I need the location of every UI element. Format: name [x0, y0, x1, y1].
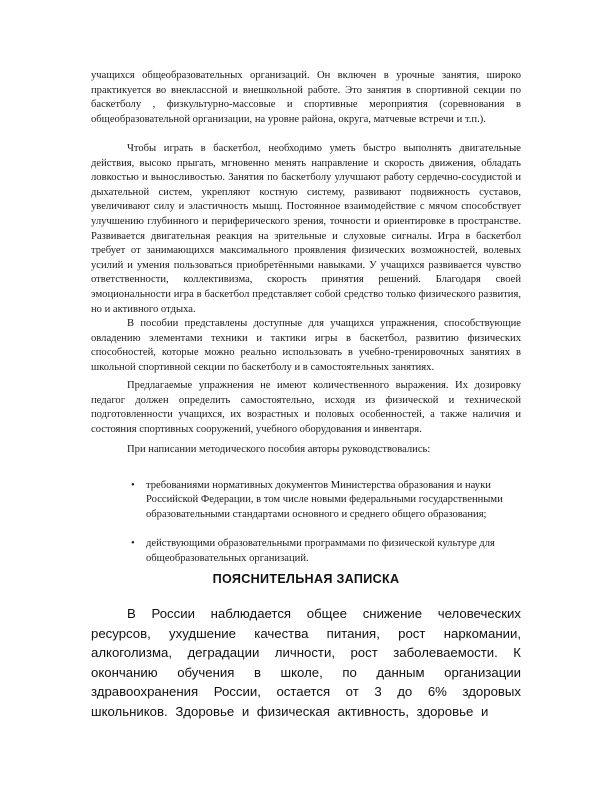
- paragraph-manual-contents: [91, 317, 521, 375]
- section-heading: ПОЯСНИТЕЛЬНАЯ ЗАПИСКА: [212, 572, 400, 586]
- paragraph-intro-continuation: [91, 69, 521, 127]
- paragraph-guidelines-intro: [91, 443, 521, 458]
- paragraph-basketball-skills: [91, 142, 521, 317]
- paragraph-explanatory-note: [91, 604, 521, 722]
- list-item-text: действующими образовательными программами по физической культуре для общеобразовательных организаций.: [146, 538, 495, 564]
- paragraph-exercise-dosage: [91, 379, 521, 437]
- list-item: [91, 479, 521, 523]
- paragraph-text: учащихся общеобразовательных организаций. Он включен в урочные занятия, широко практикуется во внеклассной и внешкольной работе. Это занятия в спортивной секции по баскетболу , физкультурно-массовые и спортивные мероприятия (соревнования в общеобразовательной организации, на уровне района, округа, матчевые встречи и т.п.).: [91, 70, 521, 125]
- bullet-marker: •: [131, 479, 135, 491]
- bullet-marker: •: [131, 538, 135, 550]
- paragraph-text: В пособии представлены доступные для учащихся упражнения, способствующие овладению элементами техники и тактики игры в баскетбол, развитию физических способностей, которые можно реально использовать в учебно-тренировочных занятиях в школьной спортивной секции по баскетболу и в самостоятельных занятиях.: [91, 318, 521, 373]
- paragraph-text: Чтобы играть в баскетбол, необходимо уметь быстро выполнять двигательные действия, высоко прыгать, мгновенно менять направление и скорость движения, обладать ловкостью и выносливостью. Занятия по баскетболу улучшают работу сердечно-сосудистой и дыхательной систем, укрепляют костную систему, развивают подвижность суставов, увеличивают силу и эластичность мышц. Постоянное взаимодействие с мячом способствует улучшению глубинного и периферического зрения, точности и ориентировке в пространстве. Развивается двигательная реакция на зрительные и слуховые сигналы. Игра в баскетбол требует от занимающихся максимального проявления физических возможностей, волевых усилий и умения пользоваться приобретёнными навыками. У учащихся развивается чувство ответственности, коллективизма, скорость принятия решений. Благодаря своей эмоциональности игра в баскетбол представляет собой средство только физического развития, но и активного отдыха.: [91, 143, 521, 315]
- paragraph-text: В России наблюдается общее снижение человеческих ресурсов, ухудшение качества питания, рост наркомании, алкоголизма, деградации личности, рост заболеваемости. К окончанию обучения в школе, по данным организации здравоохранения России, остается от 3 до 6% здоровых школьников. Здоровье и физическая активность, здоровье и: [91, 606, 521, 719]
- list-item-text: требованиями нормативных документов Министерства образования и науки Российской Федерации, в том числе новыми федеральными государственными образовательными стандартами основного и среднего общего образования;: [146, 479, 503, 520]
- paragraph-text: При написании методического пособия авторы руководствовались:: [127, 444, 431, 455]
- list-item: [91, 537, 521, 566]
- guidelines-list: [91, 468, 521, 577]
- paragraph-text: Предлагаемые упражнения не имеют количественного выражения. Их дозировку педагог должен определить самостоятельно, исходя из физической и технической подготовленности учащихся, их возрастных и половых особенностей, а также наличия и состояния спортивных сооружений, учебного оборудования и инвентаря.: [91, 380, 521, 435]
